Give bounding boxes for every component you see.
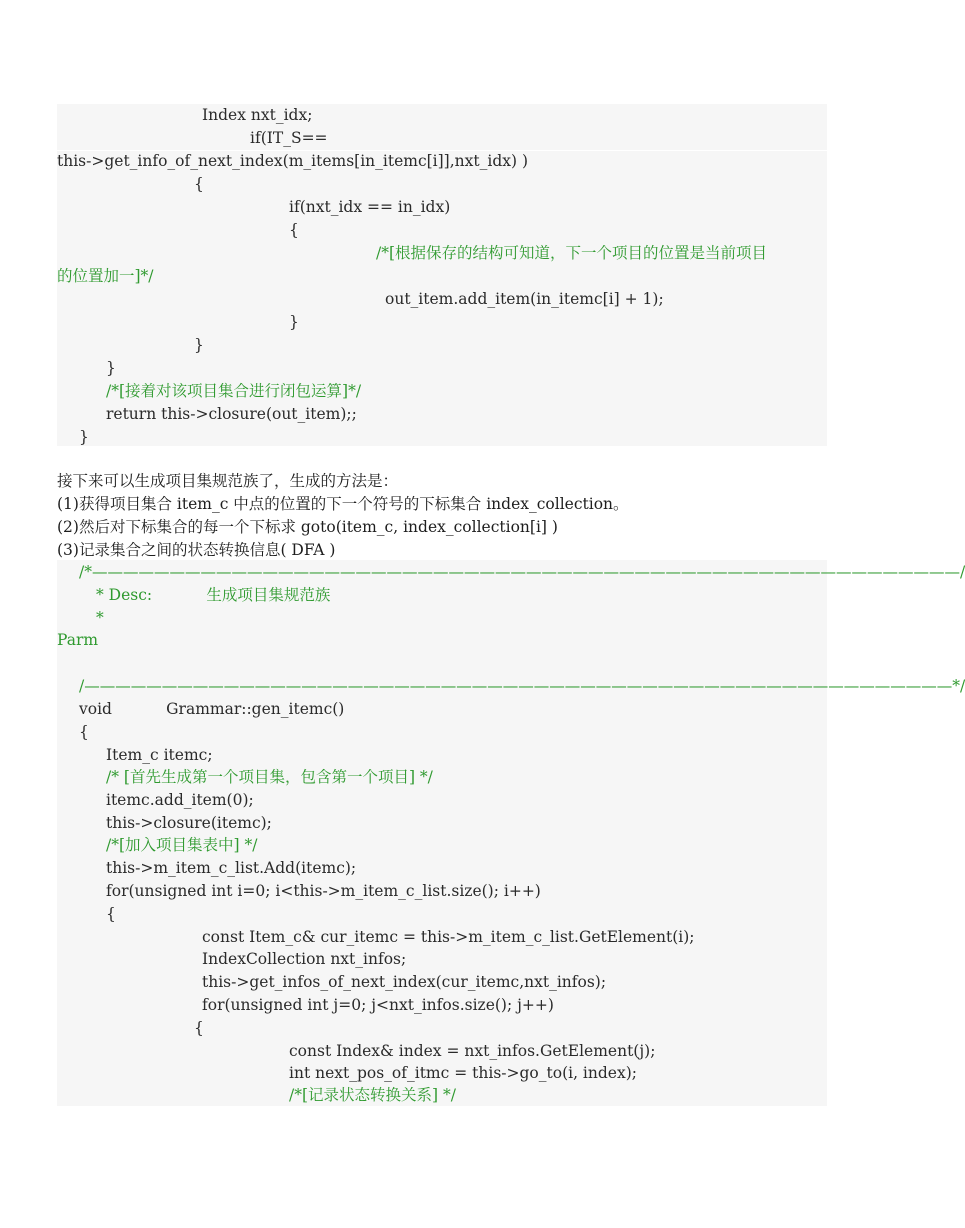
step-2: (2)然后对下标集合的每一个下标求 goto(item_c, index_collection[i] ) [57,518,558,536]
code-line: } [79,428,89,446]
code-line: Index nxt_idx; [202,106,313,124]
code-comment: /*[根据保存的结构可知道，下一个项目的位置是当前项目 [376,244,768,262]
code-comment: /*[加入项目集表中] */ [106,836,258,854]
code-line: int next_pos_of_itmc = this->go_to(i, index); [289,1064,637,1082]
step-1: (1)获得项目集合 item_c 中点的位置的下一个符号的下标集合 index_collection。 [57,495,629,513]
code-line: for(unsigned int j=0; j<nxt_infos.size(); j++) [202,996,554,1014]
code-line: } [289,313,299,331]
code-line: if(nxt_idx == in_idx) [289,198,451,216]
code-comment: * [96,609,104,627]
code-line: this->closure(itemc); [106,814,272,832]
code-line: IndexCollection nxt_infos; [202,950,407,968]
code-comment: /*[接着对该项目集合进行闭包运算]*/ [106,382,362,400]
code-line: for(unsigned int i=0; i<this->m_item_c_list.size(); i++) [106,882,541,900]
code-line: } [106,359,116,377]
code-line: if(IT_S== [250,129,328,147]
code-line: { [106,905,116,923]
code-line: this->get_infos_of_next_index(cur_itemc,nxt_infos); [202,973,607,991]
code-comment-header: /*————————————————————————————————————————————————————————/ [79,563,965,581]
code-line: const Item_c& cur_itemc = this->m_item_c_list.GetElement(i); [202,928,695,946]
code-line: { [194,1019,204,1037]
code-line: this->m_item_c_list.Add(itemc); [106,859,357,877]
code-comment: /* [首先生成第一个项目集，包含第一个项目] */ [106,768,433,786]
code-line: this->get_info_of_next_index(m_items[in_itemc[i]],nxt_idx) ) [57,152,529,170]
code-line: return this->closure(out_item);; [106,405,357,423]
code-line: Item_c itemc; [106,746,213,764]
code-line: void Grammar::gen_itemc() [79,700,345,718]
code-line: out_item.add_item(in_itemc[i] + 1); [385,290,664,308]
code-line: { [194,175,204,193]
code-line: { [79,723,89,741]
code-comment: 的位置加一]*/ [57,267,154,285]
code-comment-footer: /————————————————————————————————————————————————————————*/ [79,677,965,695]
code-comment: /*[记录状态转换关系] */ [289,1086,456,1104]
code-line: { [289,221,299,239]
code-comment: Parm [57,631,99,649]
code-comment: * Desc: 生成项目集规范族 [96,586,331,604]
code-line: } [194,336,204,354]
code-line: itemc.add_item(0); [106,791,254,809]
step-3: (3)记录集合之间的状态转换信息( DFA ) [57,541,336,559]
code-line: const Index& index = nxt_infos.GetElement(j); [289,1042,656,1060]
paragraph-intro: 接下来可以生成项目集规范族了，生成的方法是： [57,472,399,490]
